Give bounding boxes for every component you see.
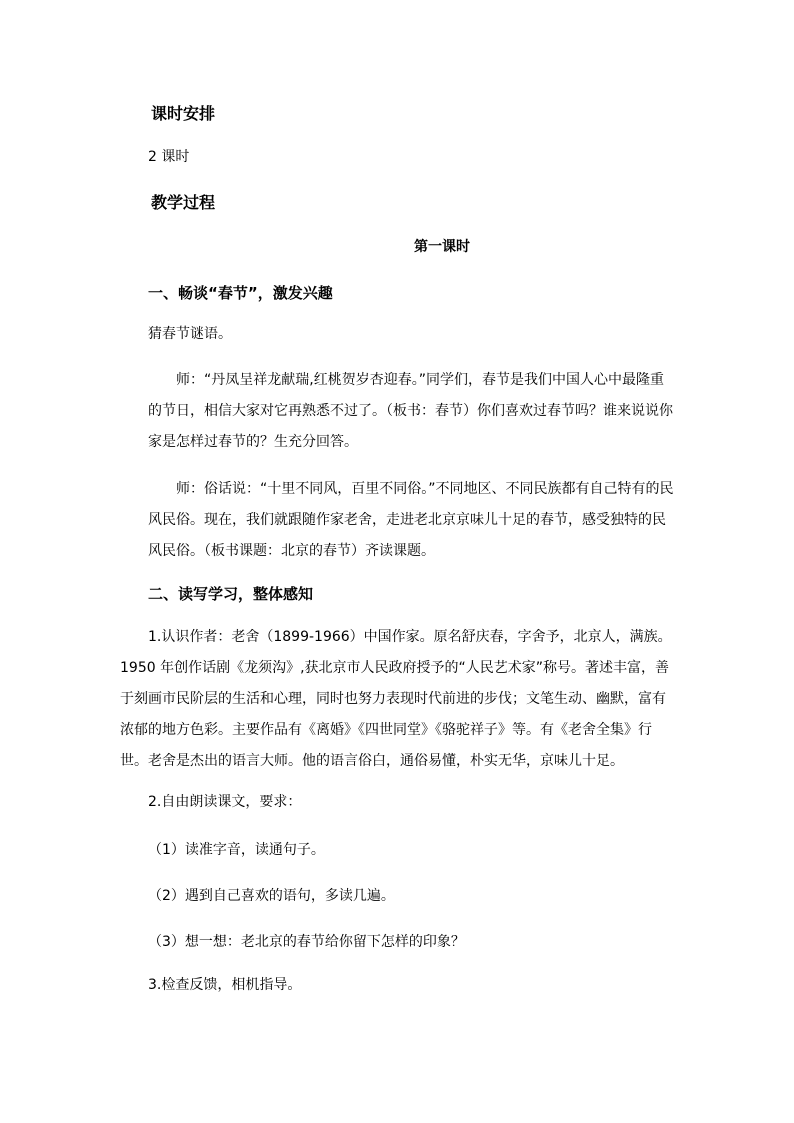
section-2-paragraph-2: 2.自由朗读课文，要求：: [148, 794, 302, 810]
section-2-paragraph-5: （3）想一想：老北京的春节给你留下怎样的印象？: [148, 934, 465, 950]
section-2-title: 二、读写学习，整体感知: [148, 585, 314, 603]
lesson-title: 第一课时: [414, 239, 470, 255]
section-2-paragraph-6: 3.检查反馈，相机指导。: [148, 977, 302, 993]
section-1-paragraph-2: 师：“丹凤呈祥龙献瑞,红桃贺岁杏迎春。”同学们，春节是我们中国人心中最隆重的节日，相信大家对它再熟悉不过了。（板书：春节）你们喜欢过春节吗？谁来说说你家是怎样过春节的？生充分回答。: [148, 372, 673, 450]
heading-process: 教学过程: [151, 193, 216, 212]
schedule-value: 2 课时: [148, 149, 190, 165]
section-2-paragraph-1: 1.认识作者：老舍（1899-1966）中国作家。原名舒庆春，字舍予，北京人，满族。1950 年创作话剧《龙须沟》,获北京市人民政府授予的“人民艺术家”称号。著述丰富，善于刻画市民阶层的生活和心理，同时也努力表现时代前进的步伐；文笔生动、幽默，富有浓郁的地方色彩。主要作品有《离婚》《四世同堂》《骆驼祥子》等。有《老舍全集》行世。老舍是杰出的语言大师。他的语言俗白，通俗易懂，朴实无华，京味儿十足。: [120, 629, 672, 769]
section-1-paragraph-1: 猜春节谜语。: [148, 326, 232, 342]
heading-schedule: 课时安排: [151, 104, 216, 123]
section-1-paragraph-3: 师：俗话说：“十里不同风，百里不同俗。”不同地区、不同民族都有自己特有的民风民俗。现在，我们就跟随作家老舍，走进老北京京味儿十足的春节，感受独特的民风民俗。（板书课题：北京的春节）齐读课题。: [148, 481, 674, 559]
section-1-title: 一、畅谈“春节”，激发兴趣: [148, 284, 333, 302]
section-2-paragraph-3: （1）读准字音，读通句子。: [148, 842, 325, 858]
section-2-paragraph-4: （2）遇到自己喜欢的语句，多读几遍。: [148, 888, 395, 904]
